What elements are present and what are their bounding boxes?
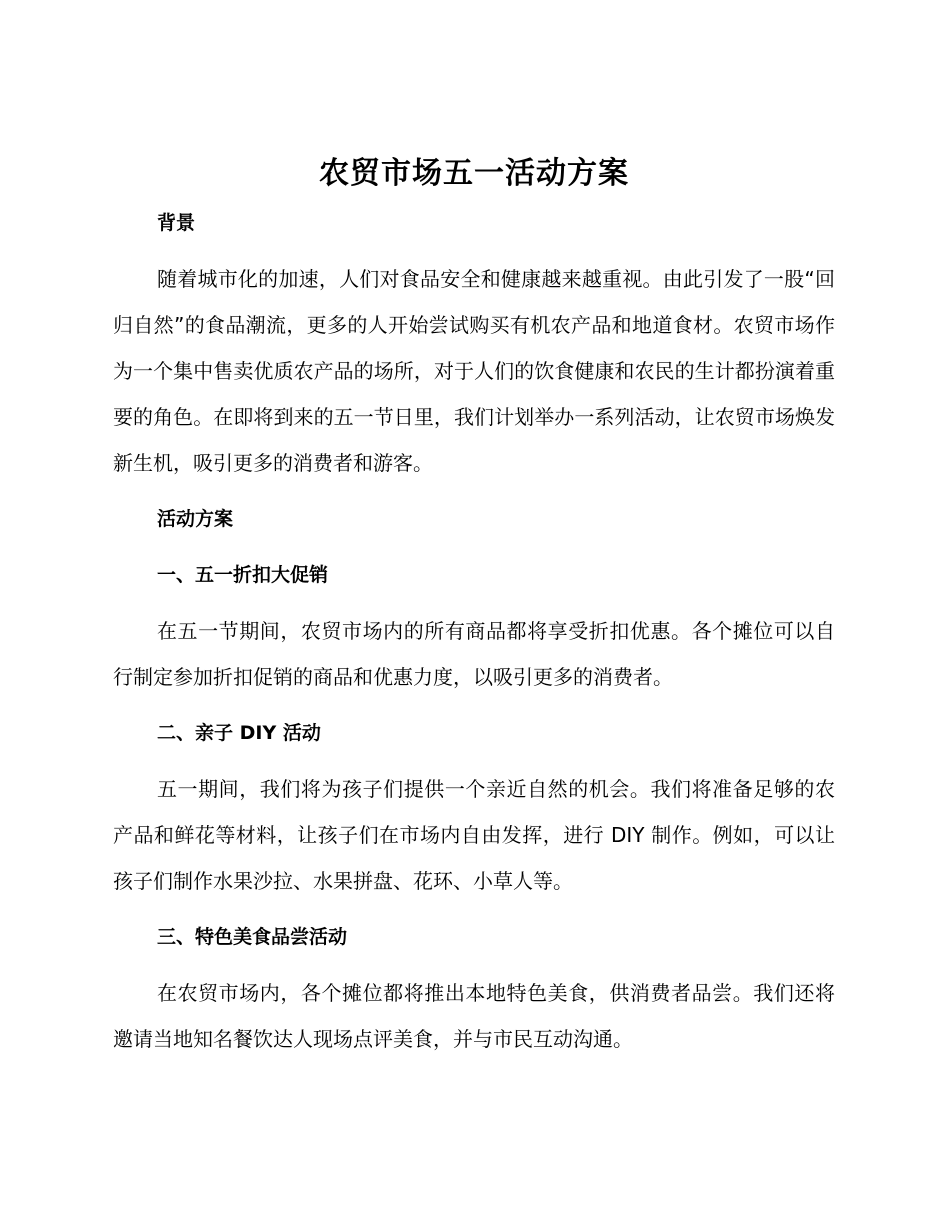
section-heading-plan: 活动方案 — [157, 508, 234, 530]
section-paragraph-food: 在农贸市场内，各个摊位都将推出本地特色美食，供消费者品尝。我们还将邀请当地知名餐饮达人现场点评美食，并与市民互动沟通。 — [113, 981, 835, 1051]
document-title: 农贸市场五一活动方案 — [319, 156, 629, 191]
section-heading-background: 背景 — [157, 212, 196, 234]
document-body — [113, 148, 835, 1062]
section-heading-diy: 二、亲子 DIY 活动 — [157, 722, 321, 744]
section-heading-discount: 一、五一折扣大促销 — [157, 564, 329, 586]
section-paragraph-background: 随着城市化的加速，人们对食品安全和健康越来越重视。由此引发了一股“回归自然”的食品潮流，更多的人开始尝试购买有机农产品和地道食材。农贸市场作为一个集中售卖优质农产品的场所，对于人们的饮食健康和农民的生计都扮演着重要的角色。在即将到来的五一节日里，我们计划举办一系列活动，让农贸市场焕发新生机，吸引更多的消费者和游客。 — [113, 267, 835, 475]
section-paragraph-diy: 五一期间，我们将为孩子们提供一个亲近自然的机会。我们将准备足够的农产品和鲜花等材料，让孩子们在市场内自由发挥，进行 DIY 制作。例如，可以让孩子们制作水果沙拉、水果拼盘、花环、小草人等。 — [113, 777, 835, 893]
section-paragraph-discount: 在五一节期间，农贸市场内的所有商品都将享受折扣优惠。各个摊位可以自行制定参加折扣促销的商品和优惠力度，以吸引更多的消费者。 — [113, 619, 835, 689]
section-heading-food: 三、特色美食品尝活动 — [157, 926, 348, 948]
